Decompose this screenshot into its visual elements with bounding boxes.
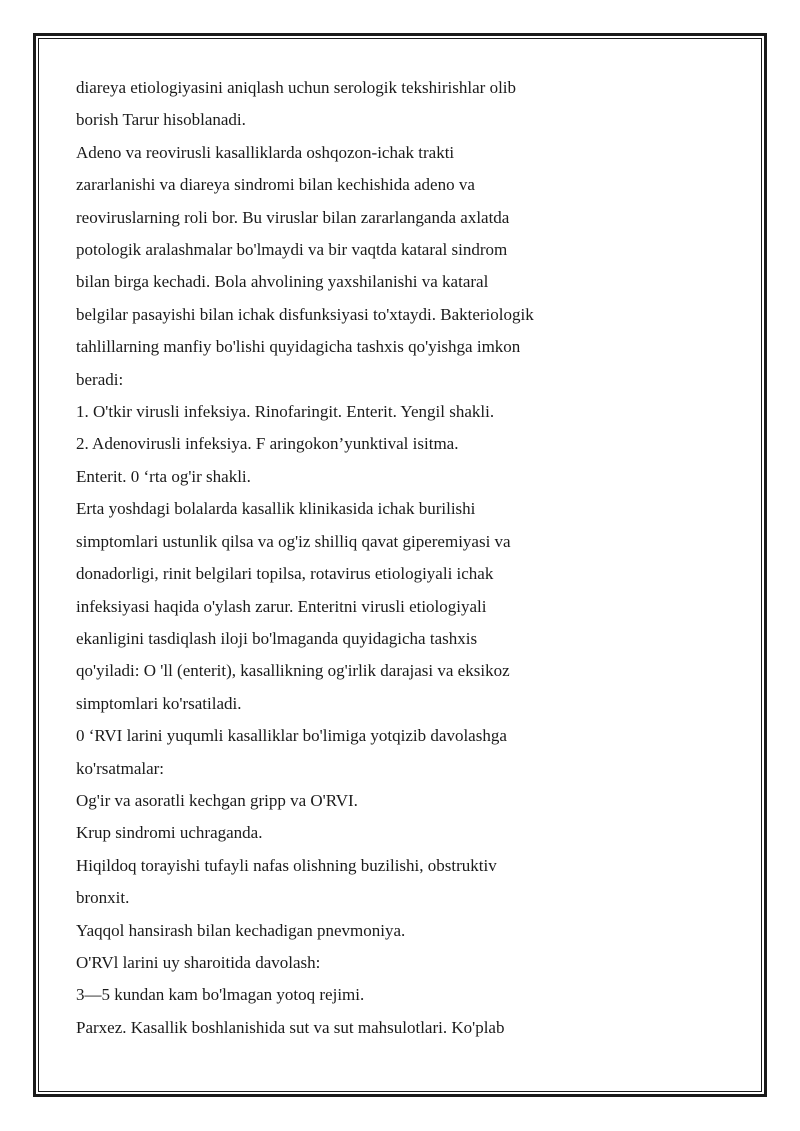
text-line: belgilar pasayishi bilan ichak disfunksiyasi to'xtaydi. Bakteriologik <box>76 304 534 324</box>
text-line: ekanligini tasdiqlash iloji bo'lmaganda quyidagicha tashxis <box>76 628 478 648</box>
text-line: tahlillarning manfiy bo'lishi quyidagicha tashxis qo'yishga imkon <box>76 337 521 357</box>
text-line: potologik aralashmalar bo'lmaydi va bir vaqtda kataral sindrom <box>76 240 508 260</box>
text-line: simptomlari ko'rsatiladi. <box>76 693 242 713</box>
text-line: O'RVl larini uy sharoitida davolash: <box>76 952 321 972</box>
text-line: Adeno va reovirusli kasalliklarda oshqozon-ichak trakti <box>76 142 455 162</box>
text-line: diareya etiologiyasini aniqlash uchun serologik tekshirishlar olib <box>76 78 517 97</box>
text-line: simptomlari ustunlik qilsa va og'iz shilliq qavat giperemiyasi va <box>76 531 511 551</box>
text-line: beradi: <box>76 369 124 389</box>
text-line: Og'ir va asoratli kechgan gripp va O'RVI. <box>76 790 358 810</box>
text-line: Hiqildoq torayishi tufayli nafas olishning buzilishi, obstruktiv <box>76 855 497 875</box>
list-item: 2. Adenovirusli infeksiya. F aringokon’yunktival isitma. <box>76 434 459 454</box>
text-line: Yaqqol hansirash bilan kechadigan pnevmoniya. <box>76 920 406 940</box>
text-line: reoviruslarning roli bor. Bu viruslar bilan zararlanganda axlatda <box>76 207 510 227</box>
document-body <box>76 72 716 1044</box>
text-line: Krup sindromi uchraganda. <box>76 823 263 843</box>
text-line: Erta yoshdagi bolalarda kasallik klinikasida ichak burilishi <box>76 499 476 519</box>
text-line: zararlanishi va diareya sindromi bilan kechishida adeno va <box>76 175 475 195</box>
text-line: infeksiyasi haqida o'ylash zarur. Enteritni virusli etiologiyali <box>76 596 487 616</box>
text-line: ko'rsatmalar: <box>76 758 165 778</box>
text-line: 3—5 kundan kam bo'lmagan yotoq rejimi. <box>76 985 365 1005</box>
text-line: borish Tarur hisoblanadi. <box>76 110 246 130</box>
list-item: 1. O'tkir virusli infeksiya. Rinofaringit. Enterit. Yengil shakli. <box>76 402 495 422</box>
text-line: Parxez. Kasallik boshlanishida sut va sut mahsulotlari. Ko'plab <box>76 1017 505 1037</box>
text-line: donadorligi, rinit belgilari topilsa, rotavirus etiologiyali ichak <box>76 564 494 584</box>
text-line: bronxit. <box>76 888 130 908</box>
text-line: bilan birga kechadi. Bola ahvolining yaxshilanishi va kataral <box>76 272 489 292</box>
text-line: 0 ‘RVI larini yuqumli kasalliklar bo'limiga yotqizib davolashga <box>76 726 507 746</box>
text-line: qo'yiladi: O 'll (enterit), kasallikning og'irlik darajasi va eksikoz <box>76 661 510 681</box>
text-line: Enterit. 0 ‘rta og'ir shakli. <box>76 466 251 486</box>
